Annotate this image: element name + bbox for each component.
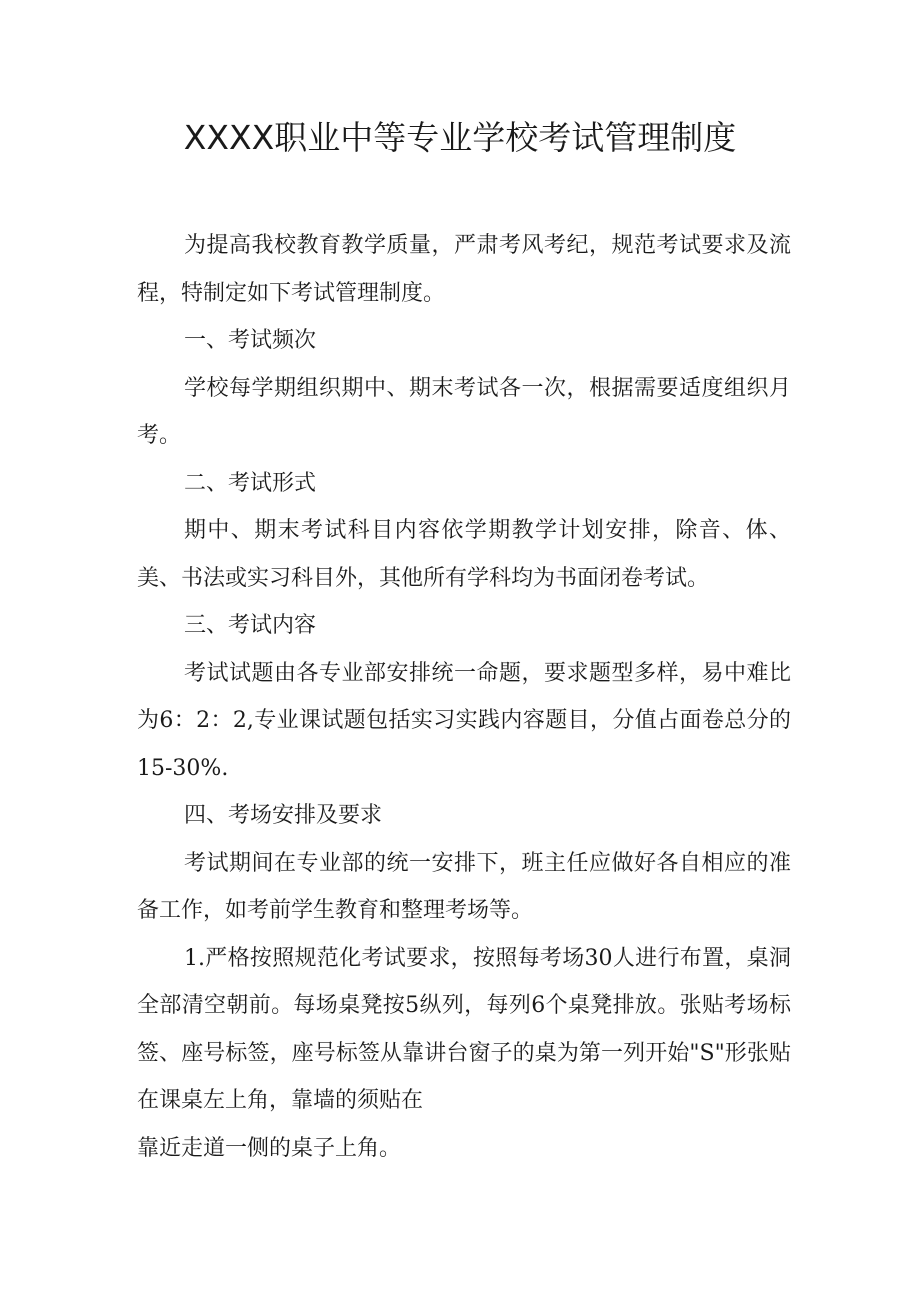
- document-title: XXXX职业中等专业学校考试管理制度: [183, 118, 737, 157]
- arrangement-item-1-paragraph: 1.严格按照规范化考试要求，按照每考场30人进行布置，桌洞全部清空朝前。每场桌凳按5纵列，每列6个桌凳排放。张贴考场标签、座号标签，座号标签从靠讲台窗子的桌为第一列开始"S"形张贴在课桌左上角，靠墙的须贴在: [137, 945, 791, 1113]
- section-heading-exam-content: 三、考试内容: [184, 613, 317, 638]
- arrangement-item-1-continuation: 靠近走道一侧的桌子上角。: [137, 1135, 402, 1161]
- exam-frequency-paragraph: 学校每学期组织期中、期末考试各一次，根据需要适度组织月考。: [137, 375, 791, 448]
- exam-content-paragraph: 考试试题由各专业部安排统一命题，要求题型多样，易中难比为6：2：2,专业课试题包括实习实践内容题目，分值占面卷总分的15-30%.: [137, 660, 791, 781]
- section-heading-exam-frequency: 一、考试频次: [184, 328, 317, 353]
- section-heading-exam-room-arrangement: 四、考场安排及要求: [184, 803, 383, 828]
- section-heading-exam-format: 二、考试形式: [184, 470, 317, 496]
- intro-paragraph: 为提高我校教育教学质量，严肃考风考纪，规范考试要求及流程，特制定如下考试管理制度。: [137, 233, 791, 306]
- exam-room-arrangement-paragraph: 考试期间在专业部的统一安排下，班主任应做好各自相应的准备工作，如考前学生教育和整理考场等。: [137, 850, 791, 923]
- exam-format-paragraph: 期中、期末考试科目内容依学期教学计划安排，除音、体、美、书法或实习科目外，其他所有学科均为书面闭卷考试。: [137, 518, 791, 591]
- document-body: [137, 222, 791, 1172]
